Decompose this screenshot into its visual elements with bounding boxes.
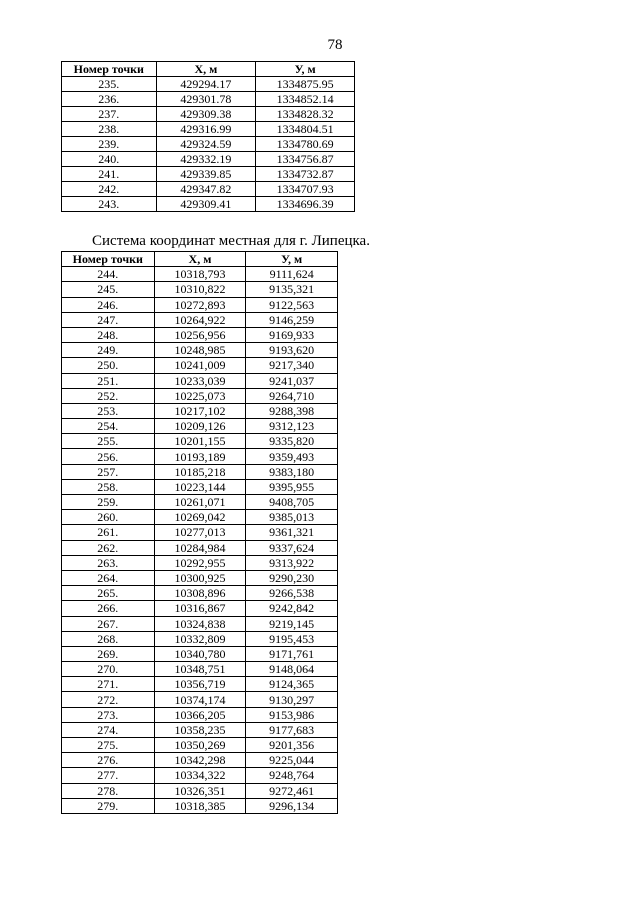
cell-y: 9195,453 [246,631,338,646]
cell-point-number: 266. [62,601,155,616]
table-row [62,343,338,358]
table-row [62,798,338,813]
table-row [62,631,338,646]
cell-x: 10223,144 [154,479,246,494]
table-header-row [62,62,355,77]
header-y: У, м [256,62,355,77]
table-row [62,282,338,297]
coordinate-system-caption: Система координат местная для г. Липецка. [92,233,370,249]
table-row [62,479,338,494]
table-row [62,358,338,373]
cell-point-number: 257. [62,464,155,479]
cell-x: 10272,893 [154,297,246,312]
cell-point-number: 262. [62,540,155,555]
table-row [62,182,355,197]
cell-y: 1334875.95 [256,77,355,92]
table-row [62,586,338,601]
cell-point-number: 277. [62,768,155,783]
table-row [62,646,338,661]
cell-y: 9272,461 [246,783,338,798]
cell-point-number: 253. [62,403,155,418]
table-row [62,707,338,722]
cell-y: 9248,764 [246,768,338,783]
table-row [62,373,338,388]
coordinates-table-1 [61,61,355,212]
table-row [62,167,355,182]
cell-x: 10334,322 [154,768,246,783]
cell-y: 9242,842 [246,601,338,616]
cell-point-number: 238. [62,122,157,137]
table-row [62,768,338,783]
cell-y: 1334707.93 [256,182,355,197]
cell-point-number: 273. [62,707,155,722]
table-header-row [62,252,338,267]
cell-x: 10241,009 [154,358,246,373]
cell-point-number: 258. [62,479,155,494]
cell-x: 429309.38 [156,107,256,122]
cell-point-number: 250. [62,358,155,373]
cell-y: 9312,123 [246,419,338,434]
table-row [62,137,355,152]
cell-y: 1334828.32 [256,107,355,122]
cell-x: 10225,073 [154,388,246,403]
cell-y: 9169,933 [246,327,338,342]
cell-y: 9146,259 [246,312,338,327]
cell-point-number: 271. [62,677,155,692]
table-row [62,449,338,464]
cell-y: 9135,321 [246,282,338,297]
cell-y: 9171,761 [246,646,338,661]
cell-x: 10318,793 [154,267,246,282]
table-row [62,783,338,798]
cell-y: 9264,710 [246,388,338,403]
header-y: У, м [246,252,338,267]
cell-y: 1334852.14 [256,92,355,107]
table-row [62,692,338,707]
cell-point-number: 245. [62,282,155,297]
table-row [62,327,338,342]
cell-point-number: 240. [62,152,157,167]
cell-x: 10261,071 [154,495,246,510]
cell-point-number: 263. [62,555,155,570]
table-row [62,464,338,479]
cell-point-number: 243. [62,197,157,212]
cell-x: 10284,984 [154,540,246,555]
cell-x: 429324.59 [156,137,256,152]
cell-x: 10193,189 [154,449,246,464]
cell-x: 10366,205 [154,707,246,722]
cell-y: 9313,922 [246,555,338,570]
cell-y: 9290,230 [246,570,338,585]
cell-y: 1334756.87 [256,152,355,167]
cell-y: 9395,955 [246,479,338,494]
cell-x: 10300,925 [154,570,246,585]
cell-x: 429309.41 [156,197,256,212]
cell-point-number: 242. [62,182,157,197]
header-x: X, м [154,252,246,267]
cell-y: 9177,683 [246,722,338,737]
cell-point-number: 267. [62,616,155,631]
cell-point-number: 279. [62,798,155,813]
cell-x: 10256,956 [154,327,246,342]
cell-y: 9359,493 [246,449,338,464]
table-row [62,419,338,434]
cell-point-number: 252. [62,388,155,403]
page-number: 78 [327,37,343,53]
cell-y: 9193,620 [246,343,338,358]
cell-x: 10292,955 [154,555,246,570]
cell-point-number: 275. [62,738,155,753]
coordinates-table-2 [61,251,338,814]
table-row [62,107,355,122]
cell-y: 9385,013 [246,510,338,525]
cell-x: 10264,922 [154,312,246,327]
cell-x: 10324,838 [154,616,246,631]
header-point-number: Номер точки [62,252,155,267]
cell-y: 1334732.87 [256,167,355,182]
cell-x: 10185,218 [154,464,246,479]
table-row [62,738,338,753]
table-row [62,495,338,510]
cell-point-number: 260. [62,510,155,525]
cell-point-number: 276. [62,753,155,768]
cell-point-number: 249. [62,343,155,358]
cell-y: 9266,538 [246,586,338,601]
cell-x: 10310,822 [154,282,246,297]
cell-point-number: 272. [62,692,155,707]
table-row [62,662,338,677]
cell-y: 9335,820 [246,434,338,449]
header-point-number: Номер точки [62,62,157,77]
table-row [62,312,338,327]
cell-point-number: 278. [62,783,155,798]
cell-x: 10348,751 [154,662,246,677]
cell-point-number: 239. [62,137,157,152]
cell-y: 9337,624 [246,540,338,555]
cell-point-number: 261. [62,525,155,540]
cell-point-number: 248. [62,327,155,342]
cell-x: 10332,809 [154,631,246,646]
table-row [62,540,338,555]
table-row [62,152,355,167]
cell-point-number: 269. [62,646,155,661]
table-row [62,616,338,631]
cell-y: 1334696.39 [256,197,355,212]
cell-x: 10217,102 [154,403,246,418]
cell-y: 9124,365 [246,677,338,692]
cell-y: 9383,180 [246,464,338,479]
header-x: X, м [156,62,256,77]
cell-y: 9296,134 [246,798,338,813]
cell-point-number: 246. [62,297,155,312]
cell-point-number: 265. [62,586,155,601]
cell-point-number: 259. [62,495,155,510]
cell-x: 429301.78 [156,92,256,107]
table-row [62,722,338,737]
cell-x: 10209,126 [154,419,246,434]
cell-x: 429316.99 [156,122,256,137]
table-row [62,403,338,418]
cell-point-number: 247. [62,312,155,327]
cell-point-number: 251. [62,373,155,388]
table-row [62,753,338,768]
cell-x: 10340,780 [154,646,246,661]
cell-y: 9217,340 [246,358,338,373]
cell-point-number: 256. [62,449,155,464]
table-row [62,92,355,107]
cell-point-number: 241. [62,167,157,182]
cell-y: 9111,624 [246,267,338,282]
table-row [62,297,338,312]
cell-y: 1334804.51 [256,122,355,137]
cell-x: 10350,269 [154,738,246,753]
cell-y: 9122,563 [246,297,338,312]
table-row [62,677,338,692]
table-row [62,197,355,212]
table-row [62,388,338,403]
cell-x: 10358,235 [154,722,246,737]
cell-point-number: 268. [62,631,155,646]
cell-point-number: 236. [62,92,157,107]
cell-x: 10269,042 [154,510,246,525]
cell-y: 9130,297 [246,692,338,707]
cell-x: 10374,174 [154,692,246,707]
table-row [62,122,355,137]
cell-y: 9225,044 [246,753,338,768]
table-row [62,525,338,540]
cell-point-number: 270. [62,662,155,677]
cell-y: 9219,145 [246,616,338,631]
cell-y: 9148,064 [246,662,338,677]
cell-x: 10233,039 [154,373,246,388]
cell-y: 9361,321 [246,525,338,540]
cell-x: 429294.17 [156,77,256,92]
cell-point-number: 235. [62,77,157,92]
cell-y: 9153,986 [246,707,338,722]
cell-point-number: 237. [62,107,157,122]
cell-point-number: 274. [62,722,155,737]
cell-y: 1334780.69 [256,137,355,152]
table-row [62,555,338,570]
cell-y: 9241,037 [246,373,338,388]
table-row [62,570,338,585]
cell-x: 10356,719 [154,677,246,692]
cell-point-number: 244. [62,267,155,282]
cell-x: 10308,896 [154,586,246,601]
cell-x: 10248,985 [154,343,246,358]
cell-x: 10326,351 [154,783,246,798]
cell-x: 429339.85 [156,167,256,182]
table-row [62,434,338,449]
cell-x: 10316,867 [154,601,246,616]
cell-x: 10277,013 [154,525,246,540]
cell-y: 9288,398 [246,403,338,418]
cell-x: 429332.19 [156,152,256,167]
cell-y: 9408,705 [246,495,338,510]
cell-point-number: 264. [62,570,155,585]
table-row [62,267,338,282]
cell-x: 10342,298 [154,753,246,768]
cell-x: 10201,155 [154,434,246,449]
table-row [62,77,355,92]
cell-x: 10318,385 [154,798,246,813]
cell-point-number: 255. [62,434,155,449]
cell-x: 429347.82 [156,182,256,197]
cell-y: 9201,356 [246,738,338,753]
cell-point-number: 254. [62,419,155,434]
table-row [62,601,338,616]
table-row [62,510,338,525]
